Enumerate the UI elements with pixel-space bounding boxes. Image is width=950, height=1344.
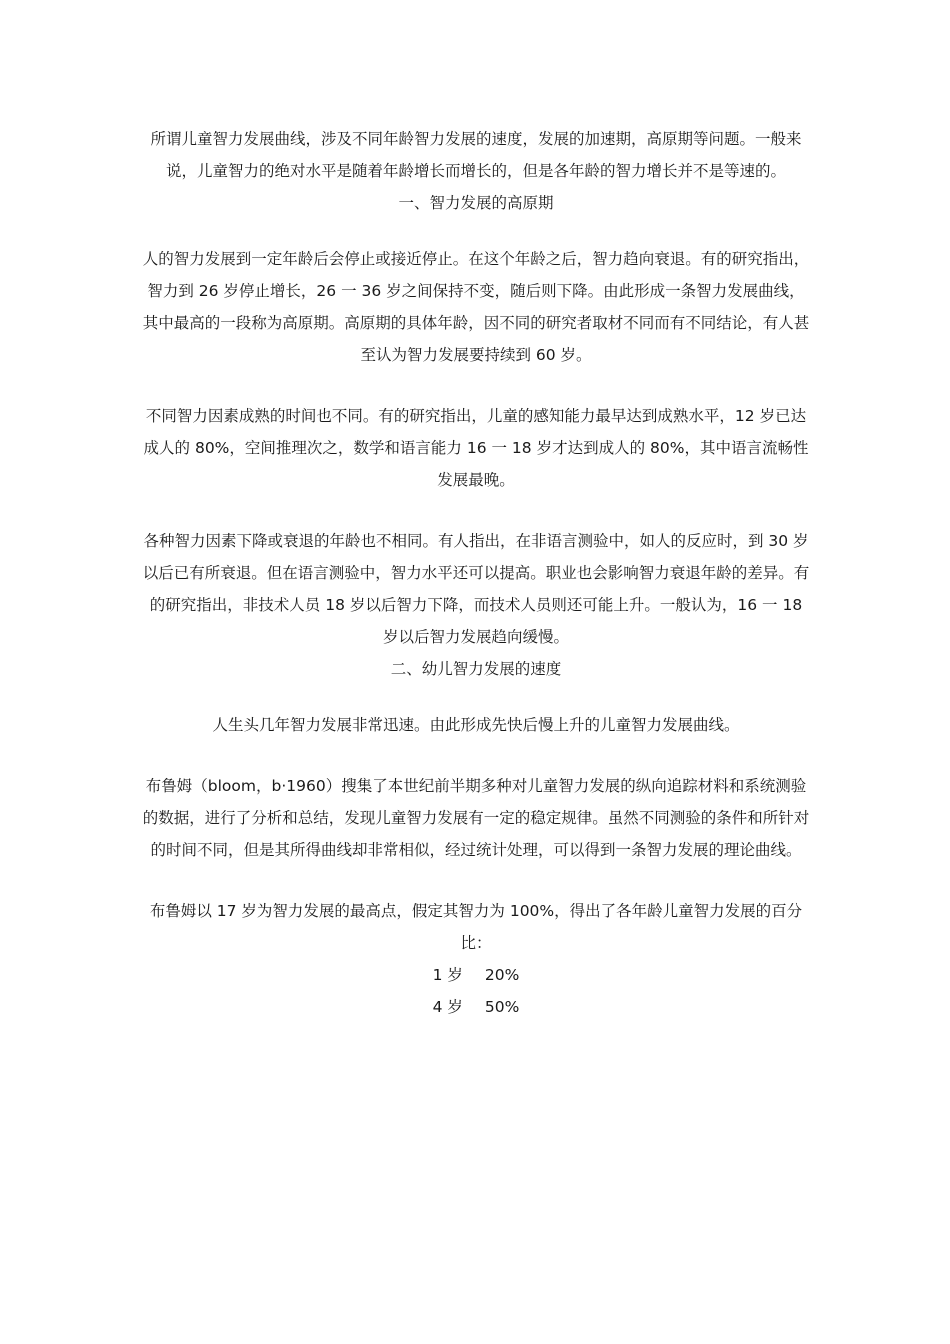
row-percent: 50% bbox=[484, 998, 520, 1016]
document-body bbox=[140, 123, 812, 1023]
section-1-heading: 一、智力发展的高原期 bbox=[398, 194, 554, 212]
section-2-paragraph-3: 布鲁姆以 17 岁为智力发展的最高点，假定其智力为 100%，得出了各年龄儿童智力发展的百分比： bbox=[149, 902, 803, 952]
row-age: 4 岁 bbox=[432, 998, 463, 1016]
section-2-paragraph-2: 布鲁姆（bloom，b·1960）搜集了本世纪前半期多种对儿童智力发展的纵向追踪材料和系统测验的数据，进行了分析和总结，发现儿童智力发展有一定的稳定规律。虽然不同测验的条件和所针对的时间不同，但是其所得曲线却非常相似，经过统计处理，可以得到一条智力发展的理论曲线。 bbox=[142, 777, 810, 859]
row-age: 1 岁 bbox=[432, 966, 463, 984]
intro-paragraph: 所谓儿童智力发展曲线，涉及不同年龄智力发展的速度，发展的加速期，高原期等问题。一般来说，儿童智力的绝对水平是随着年龄增长而增长的，但是各年龄的智力增长并不是等速的。 bbox=[150, 130, 802, 180]
section-2-heading: 二、幼儿智力发展的速度 bbox=[390, 660, 562, 678]
row-percent: 20% bbox=[484, 966, 520, 984]
section-1-paragraph-3: 各种智力因素下降或衰退的年龄也不相同。有人指出，在非语言测验中，如人的反应时，到 30 岁以后已有所衰退。但在语言测验中，智力水平还可以提高。职业也会影响智力衰退年龄的差异。有的研究指出，非技术人员 18 岁以后智力下降，而技术人员则还可能上升。一般认为，16 一 18 岁以后智力发展趋向缓慢。 bbox=[142, 532, 810, 646]
section-1-paragraph-1: 人的智力发展到一定年龄后会停止或接近停止。在这个年龄之后，智力趋向衰退。有的研究指出，智力到 26 岁停止增长，26 一 36 岁之间保持不变，随后则下降。由此形成一条智力发展曲线，其中最高的一段称为高原期。高原期的具体年龄，因不同的研究者取材不同而有不同结论，有人甚至认为智力发展要持续到 60 岁。 bbox=[142, 250, 810, 364]
section-1-paragraph-2: 不同智力因素成熟的时间也不同。有的研究指出，儿童的感知能力最早达到成熟水平，12 岁已达成人的 80%，空间推理次之，数学和语言能力 16 一 18 岁才达到成人的 80%，其中语言流畅性发展最晚。 bbox=[143, 407, 809, 489]
section-2-paragraph-1: 人生头几年智力发展非常迅速。由此形成先快后慢上升的儿童智力发展曲线。 bbox=[212, 716, 740, 734]
percent-row bbox=[140, 991, 812, 1023]
percent-row bbox=[140, 959, 812, 991]
